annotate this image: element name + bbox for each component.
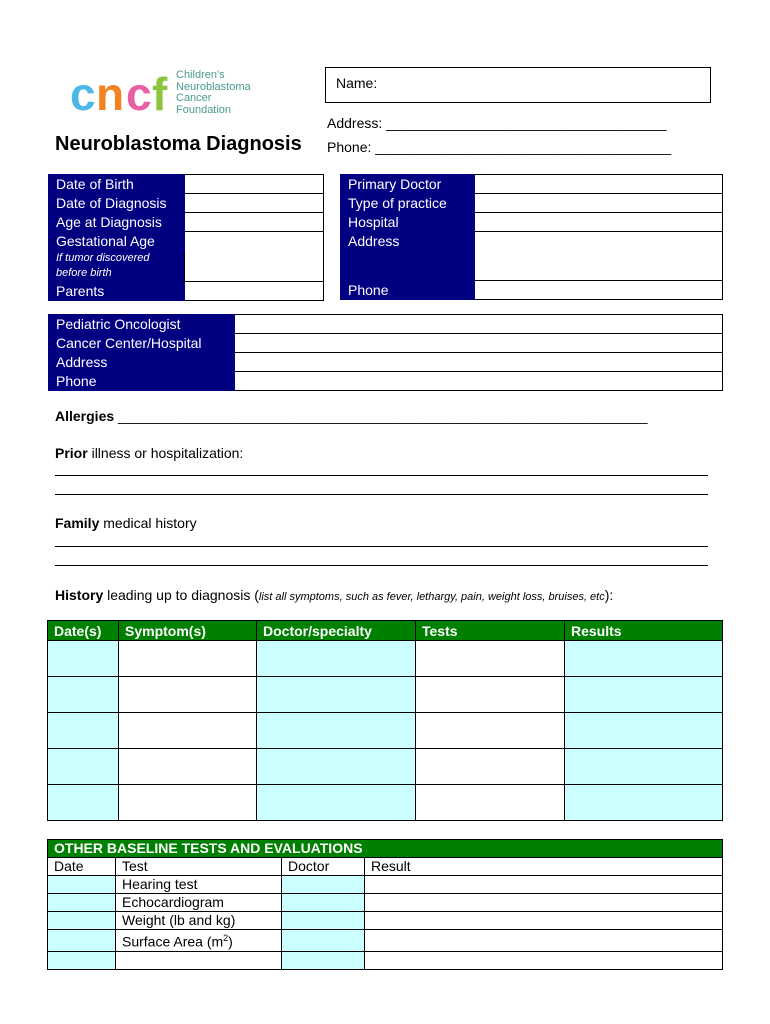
test-name	[116, 930, 282, 952]
label-address: Address	[341, 232, 475, 281]
baseline-col-result: Result	[365, 858, 723, 876]
svg-text:n: n	[96, 68, 125, 120]
input-primary-doctor[interactable]	[475, 175, 723, 194]
family-bold: Family	[55, 515, 100, 531]
input-phone[interactable]	[475, 281, 723, 300]
cell-symptom[interactable]	[119, 785, 257, 821]
baseline-title: OTHER BASELINE TESTS AND EVALUATIONS	[48, 840, 723, 858]
allergies-label: Allergies	[55, 408, 115, 424]
test-name: Hearing test	[116, 876, 282, 894]
gestational-note: If tumor discovered before birth	[49, 251, 185, 282]
table-row	[48, 749, 723, 785]
history-rest: leading up to diagnosis (	[103, 587, 259, 603]
name-label: Name:	[336, 75, 378, 91]
family-history-label	[55, 515, 197, 531]
page-title: Neuroblastoma Diagnosis	[55, 133, 302, 155]
cell-date[interactable]	[48, 876, 116, 894]
test-name-blank[interactable]	[116, 951, 282, 969]
cell-date[interactable]	[48, 894, 116, 912]
cell-result[interactable]	[365, 930, 723, 952]
history-bold: History	[55, 587, 104, 603]
prior-bold: Prior	[55, 445, 88, 461]
phone-field[interactable]: Phone: ______________________________________	[327, 139, 672, 155]
table-row	[48, 951, 723, 969]
label-parents: Parents	[49, 282, 185, 301]
col-tests: Tests	[416, 621, 565, 641]
input-parents[interactable]	[185, 282, 324, 301]
input-age-at-diagnosis[interactable]	[185, 213, 324, 232]
prior-line-1[interactable]	[55, 475, 708, 476]
input-oncologist-phone[interactable]	[235, 372, 723, 391]
history-label	[55, 587, 613, 603]
cell-doctor[interactable]	[282, 912, 365, 930]
cell-results[interactable]	[565, 749, 723, 785]
doctor-info-table	[340, 174, 723, 300]
label-date-of-diagnosis: Date of Diagnosis	[49, 194, 185, 213]
allergies-field[interactable]	[55, 408, 648, 424]
cell-tests[interactable]	[416, 677, 565, 713]
cell-doctor[interactable]	[257, 785, 416, 821]
table-row	[48, 677, 723, 713]
table-row	[48, 894, 723, 912]
cell-date[interactable]	[48, 930, 116, 952]
cell-doctor[interactable]	[257, 713, 416, 749]
input-address[interactable]	[475, 232, 723, 281]
cell-doctor[interactable]	[257, 641, 416, 677]
baseline-col-test: Test	[116, 858, 282, 876]
cell-symptom[interactable]	[119, 713, 257, 749]
family-line-2[interactable]	[55, 565, 708, 566]
family-rest: medical history	[99, 515, 197, 531]
cell-date[interactable]	[48, 785, 119, 821]
input-type-of-practice[interactable]	[475, 194, 723, 213]
col-dates: Date(s)	[48, 621, 119, 641]
oncologist-table	[48, 314, 723, 391]
label-pediatric-oncologist: Pediatric Oncologist	[49, 315, 235, 334]
cell-result[interactable]	[365, 876, 723, 894]
input-cancer-center[interactable]	[235, 334, 723, 353]
cell-tests[interactable]	[416, 749, 565, 785]
svg-text:f: f	[152, 68, 168, 120]
cell-doctor[interactable]	[282, 894, 365, 912]
cell-doctor[interactable]	[282, 951, 365, 969]
input-oncologist-address[interactable]	[235, 353, 723, 372]
surface-area-close: )	[228, 933, 233, 950]
input-pediatric-oncologist[interactable]	[235, 315, 723, 334]
prior-line-2[interactable]	[55, 494, 708, 495]
address-field[interactable]: Address: ____________________________________	[327, 115, 667, 131]
label-cancer-center: Cancer Center/Hospital	[49, 334, 235, 353]
cell-results[interactable]	[565, 641, 723, 677]
name-field[interactable]	[325, 67, 711, 103]
cell-date[interactable]	[48, 641, 119, 677]
input-hospital[interactable]	[475, 213, 723, 232]
cell-symptom[interactable]	[119, 641, 257, 677]
cell-tests[interactable]	[416, 713, 565, 749]
baseline-col-doctor: Doctor	[282, 858, 365, 876]
label-date-of-birth: Date of Birth	[49, 175, 185, 194]
history-end: ):	[604, 587, 614, 603]
label-hospital: Hospital	[341, 213, 475, 232]
svg-text:c: c	[70, 68, 96, 120]
input-date-of-diagnosis[interactable]	[185, 194, 324, 213]
baseline-col-date: Date	[48, 858, 116, 876]
patient-info-table	[48, 174, 324, 301]
cell-date[interactable]	[48, 677, 119, 713]
test-name: Echocardiogram	[116, 894, 282, 912]
label-gestational-age: Gestational Age	[49, 232, 185, 251]
cell-date[interactable]	[48, 951, 116, 969]
cell-doctor[interactable]	[282, 876, 365, 894]
cell-date[interactable]	[48, 713, 119, 749]
col-results: Results	[565, 621, 723, 641]
test-name: Weight (lb and kg)	[116, 912, 282, 930]
cell-symptom[interactable]	[119, 677, 257, 713]
allergies-line: ____________________________________________________________________	[114, 408, 648, 424]
cell-result[interactable]	[365, 894, 723, 912]
cell-results[interactable]	[565, 677, 723, 713]
svg-text:c: c	[126, 68, 152, 120]
cell-results[interactable]	[565, 713, 723, 749]
label-primary-doctor: Primary Doctor	[341, 175, 475, 194]
symptom-table	[47, 620, 723, 821]
baseline-tests-table	[47, 839, 723, 970]
label-age-at-diagnosis: Age at Diagnosis	[49, 213, 185, 232]
cell-result[interactable]	[365, 951, 723, 969]
cell-symptom[interactable]	[119, 749, 257, 785]
cell-tests[interactable]	[416, 785, 565, 821]
label-phone: Phone	[341, 281, 475, 300]
input-gestational-age[interactable]	[185, 232, 324, 282]
label-oncologist-phone: Phone	[49, 372, 235, 391]
table-row	[48, 876, 723, 894]
family-line-1[interactable]	[55, 546, 708, 547]
cell-tests[interactable]	[416, 641, 565, 677]
surface-area-text: Surface Area (m	[122, 933, 224, 950]
cell-date[interactable]	[48, 912, 116, 930]
cell-result[interactable]	[365, 912, 723, 930]
table-row	[48, 785, 723, 821]
table-row	[48, 930, 723, 952]
logo-text: Children's Neuroblastoma Cancer Foundation	[176, 69, 251, 116]
col-symptoms: Symptom(s)	[119, 621, 257, 641]
cell-results[interactable]	[565, 785, 723, 821]
table-row	[48, 641, 723, 677]
history-italic: list all symptoms, such as fever, lethargy, pain, weight loss, bruises, etc	[258, 591, 605, 603]
prior-illness-label	[55, 445, 243, 461]
cell-doctor[interactable]	[282, 930, 365, 952]
cell-date[interactable]	[48, 749, 119, 785]
input-date-of-birth[interactable]	[185, 175, 324, 194]
col-doctor: Doctor/specialty	[257, 621, 416, 641]
label-oncologist-address: Address	[49, 353, 235, 372]
table-row	[48, 713, 723, 749]
prior-rest: illness or hospitalization:	[87, 445, 244, 461]
table-row	[48, 912, 723, 930]
superscript: 2	[223, 933, 229, 943]
cell-doctor[interactable]	[257, 749, 416, 785]
cell-doctor[interactable]	[257, 677, 416, 713]
label-type-of-practice: Type of practice	[341, 194, 475, 213]
